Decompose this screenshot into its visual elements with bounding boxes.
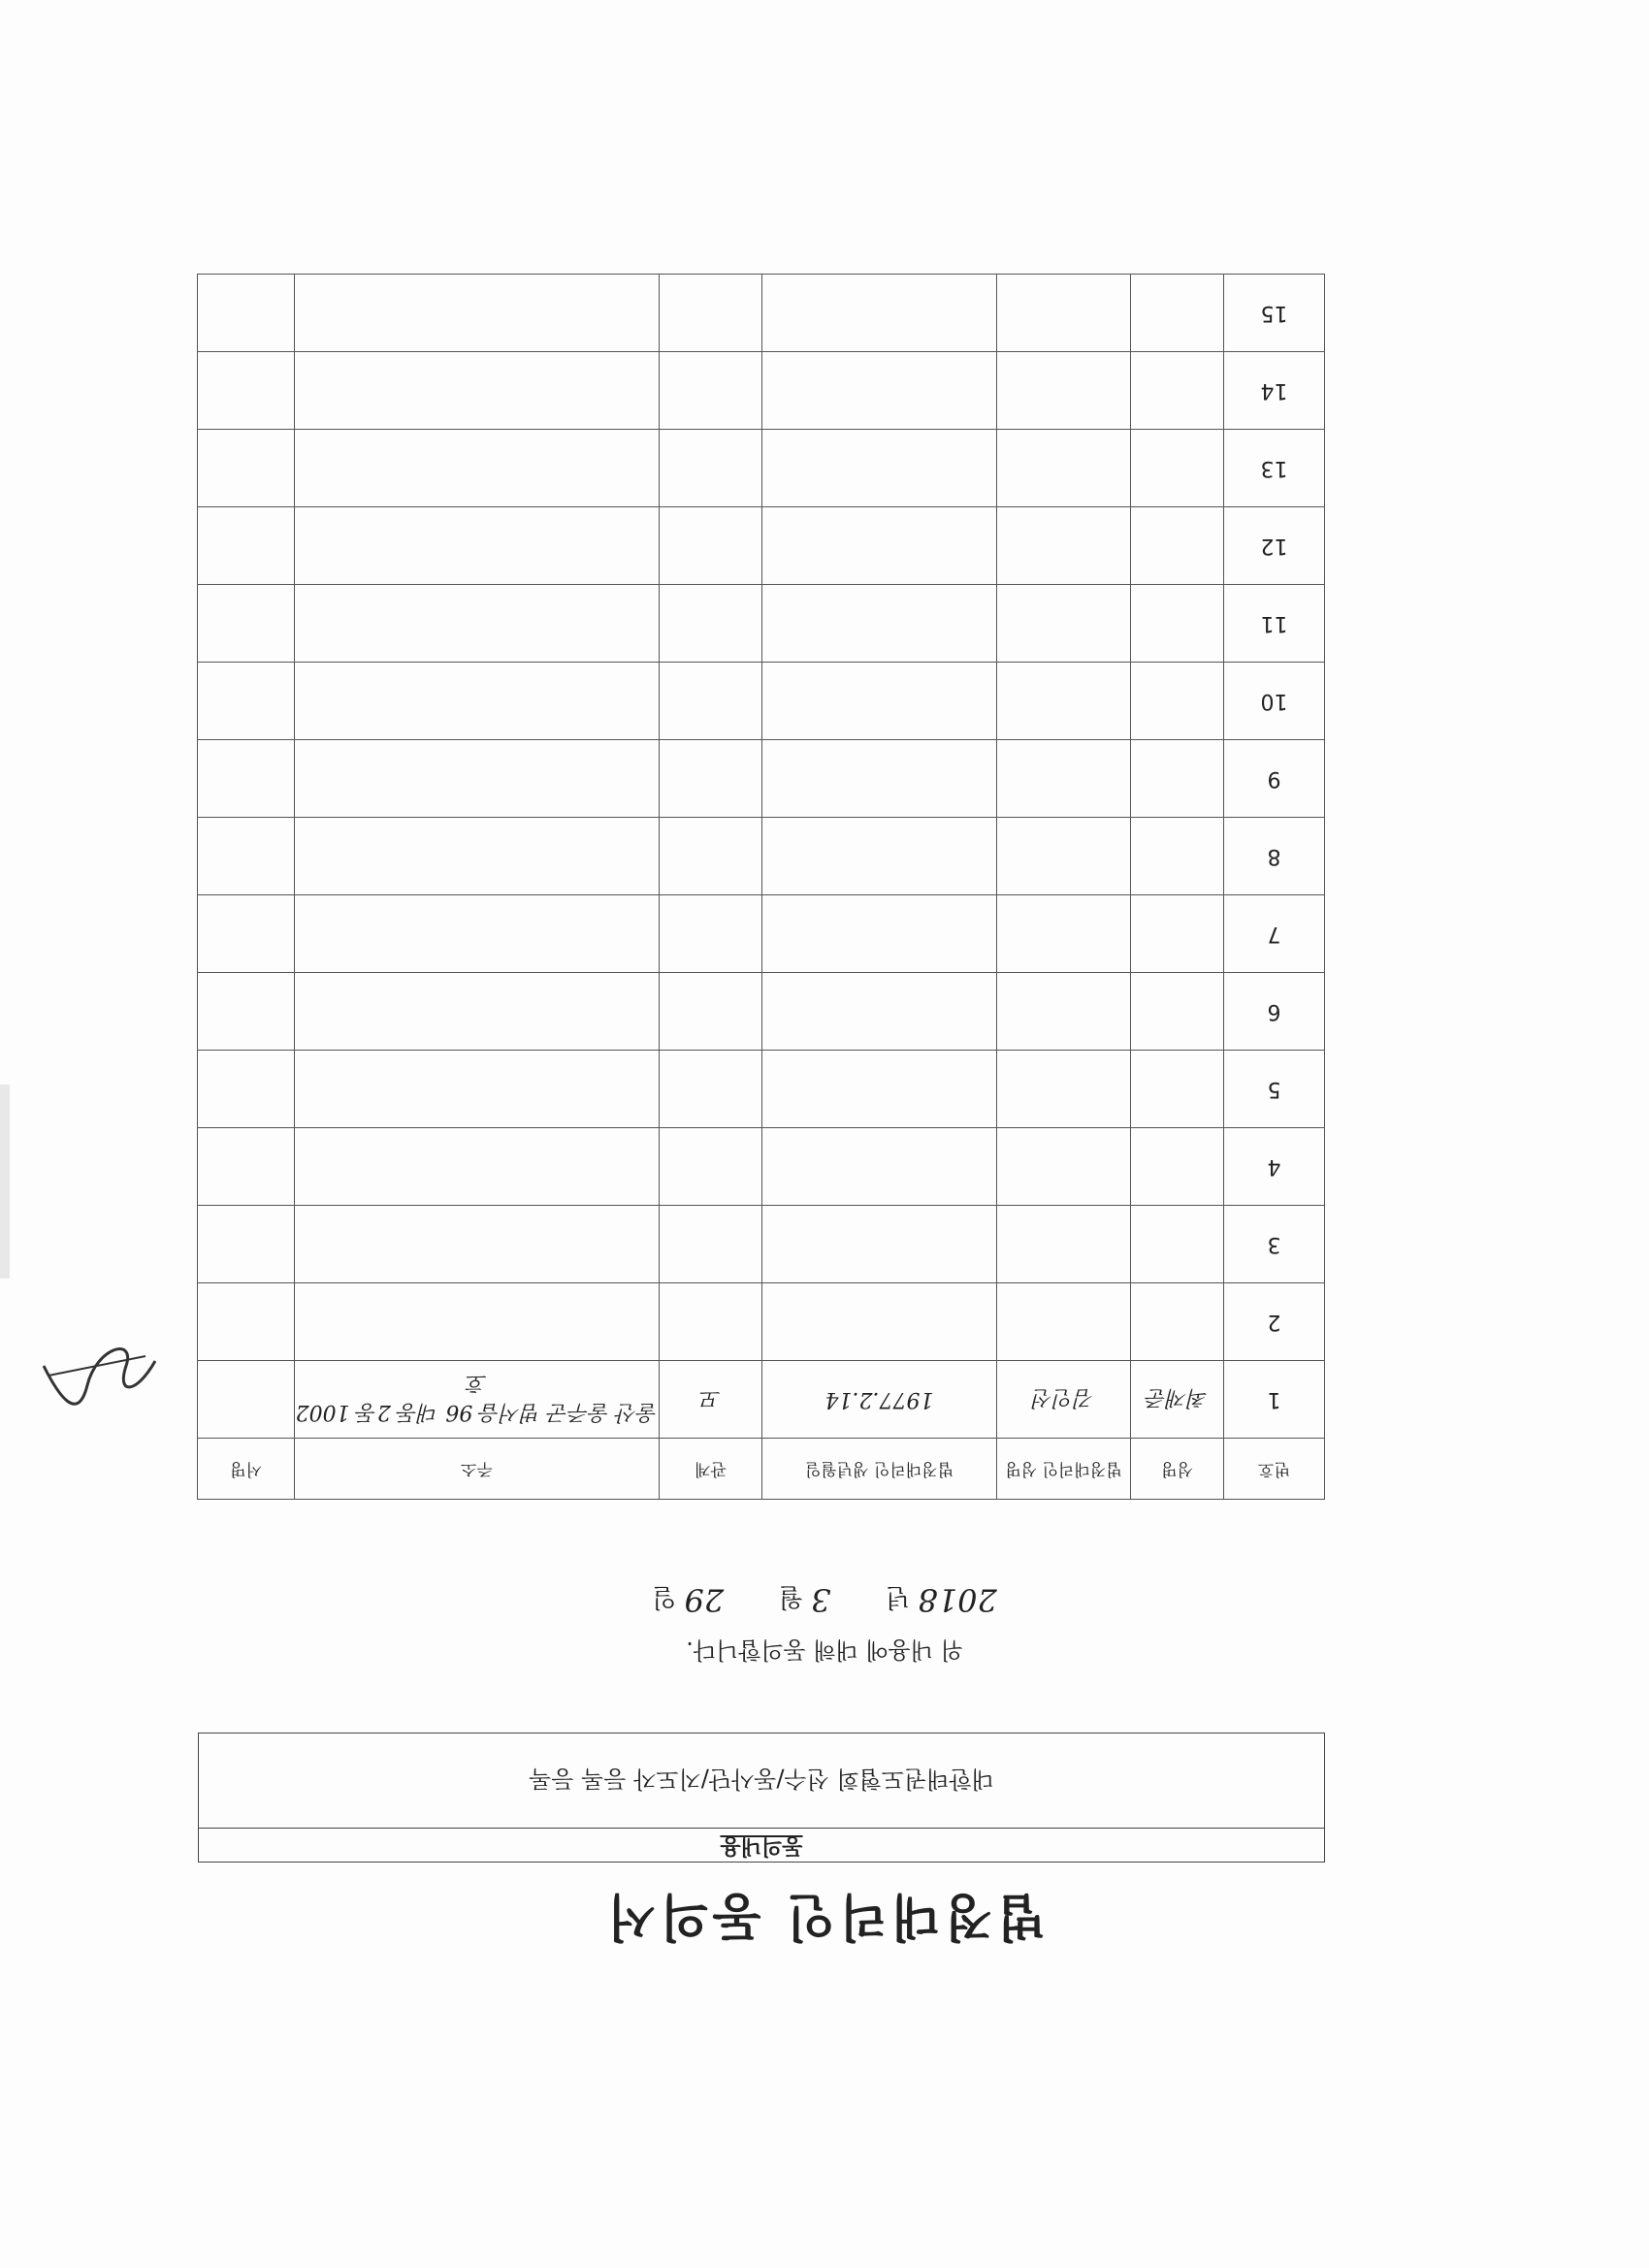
cell-guardian-birth [762, 663, 997, 740]
cell-guardian-birth [762, 585, 997, 663]
cell-relation [660, 1206, 762, 1283]
consent-box [198, 1733, 1325, 1863]
cell-name [1131, 275, 1224, 352]
cell-signature [198, 275, 295, 352]
cell-signature [198, 1361, 295, 1439]
cell-signature [198, 1206, 295, 1283]
cell-address [295, 663, 660, 740]
table-row [198, 973, 1325, 1051]
table-row [198, 1051, 1325, 1128]
cell-relation [660, 507, 762, 585]
table-row [198, 1283, 1325, 1361]
cell-no: 7 [1224, 895, 1325, 973]
cell-signature [198, 973, 295, 1051]
cell-name [1131, 1128, 1224, 1206]
cell-relation [660, 585, 762, 663]
cell-name [1131, 1283, 1224, 1361]
table-row [198, 895, 1325, 973]
header-guardian-name: 법정대리인 성명 [997, 1439, 1131, 1500]
cell-guardian-name [997, 507, 1131, 585]
cell-address [295, 973, 660, 1051]
cell-address: 울산 울주군 범서읍 96 대동 2동 1002호 [295, 1361, 660, 1439]
cell-name [1131, 1206, 1224, 1283]
cell-guardian-birth [762, 895, 997, 973]
table-row [198, 507, 1325, 585]
cell-guardian-name [997, 895, 1131, 973]
cell-guardian-birth [762, 740, 997, 818]
cell-address [295, 430, 660, 507]
cell-address [295, 275, 660, 352]
date-month-unit: 월 [778, 1582, 803, 1611]
cell-address [295, 895, 660, 973]
cell-guardian-name [997, 1051, 1131, 1128]
table-row [198, 275, 1325, 352]
cell-no: 1 [1224, 1361, 1325, 1439]
guardian-roster-table [197, 274, 1325, 1500]
cell-guardian-birth [762, 507, 997, 585]
cell-guardian-name [997, 973, 1131, 1051]
cell-no: 12 [1224, 507, 1325, 585]
cell-no: 5 [1224, 1051, 1325, 1128]
cell-address [295, 1128, 660, 1206]
cell-name [1131, 895, 1224, 973]
cell-name [1131, 1051, 1224, 1128]
cell-relation [660, 740, 762, 818]
date-day: 29 [684, 1581, 725, 1618]
cell-guardian-name [997, 663, 1131, 740]
cell-guardian-birth [762, 1283, 997, 1361]
cell-relation [660, 818, 762, 895]
cell-guardian-birth [762, 352, 997, 430]
cell-no: 6 [1224, 973, 1325, 1051]
cell-name [1131, 507, 1224, 585]
table-row [198, 352, 1325, 430]
cell-guardian-name [997, 1206, 1131, 1283]
date-month: 3 [811, 1581, 831, 1618]
cell-signature [198, 507, 295, 585]
table-row [198, 818, 1325, 895]
cell-name [1131, 973, 1224, 1051]
cell-address [295, 1283, 660, 1361]
cell-signature [198, 1128, 295, 1206]
cell-no: 15 [1224, 275, 1325, 352]
cell-no: 2 [1224, 1283, 1325, 1361]
cell-address [295, 1051, 660, 1128]
cell-no: 8 [1224, 818, 1325, 895]
cell-name [1131, 818, 1224, 895]
table-row [198, 1128, 1325, 1206]
header-no: 번호 [1224, 1439, 1325, 1500]
cell-address [295, 352, 660, 430]
table-row [198, 1361, 1325, 1439]
table-row [198, 585, 1325, 663]
table-header-row [198, 1439, 1325, 1500]
date-year: 2018 [918, 1581, 997, 1618]
table-body [198, 275, 1325, 1439]
cell-name [1131, 663, 1224, 740]
header-signature: 서명 [198, 1439, 295, 1500]
cell-guardian-name [997, 585, 1131, 663]
cell-guardian-birth [762, 430, 997, 507]
scan-edge-mark [0, 1085, 10, 1279]
cell-name: 최재준 [1131, 1361, 1224, 1439]
cell-relation [660, 895, 762, 973]
cell-guardian-birth [762, 1128, 997, 1206]
table-row [198, 1206, 1325, 1283]
cell-guardian-name: 김인선 [997, 1361, 1131, 1439]
cell-signature [198, 740, 295, 818]
cell-signature [198, 1283, 295, 1361]
cell-name [1131, 352, 1224, 430]
cell-signature [198, 352, 295, 430]
cell-relation [660, 352, 762, 430]
cell-name [1131, 740, 1224, 818]
cell-signature [198, 663, 295, 740]
cell-signature [198, 895, 295, 973]
cell-relation [660, 1051, 762, 1128]
cell-address [295, 818, 660, 895]
cell-guardian-name [997, 352, 1131, 430]
document-title: 법정대리인 동의서 [603, 1887, 1046, 1945]
cell-relation [660, 430, 762, 507]
header-address: 주소 [295, 1439, 660, 1500]
cell-guardian-name [997, 1283, 1131, 1361]
cell-guardian-birth [762, 1051, 997, 1128]
consent-header: 동의내용 [199, 1828, 1324, 1862]
cell-guardian-name [997, 818, 1131, 895]
cell-no: 13 [1224, 430, 1325, 507]
cell-guardian-birth [762, 818, 997, 895]
cell-address [295, 1206, 660, 1283]
table-row [198, 663, 1325, 740]
cell-guardian-name [997, 1128, 1131, 1206]
cell-guardian-birth [762, 973, 997, 1051]
cell-no: 9 [1224, 740, 1325, 818]
date-year-unit: 년 [886, 1582, 911, 1611]
cell-guardian-birth [762, 1206, 997, 1283]
cell-address [295, 585, 660, 663]
cell-no: 3 [1224, 1206, 1325, 1283]
cell-name [1131, 585, 1224, 663]
cell-no: 14 [1224, 352, 1325, 430]
cell-signature [198, 1051, 295, 1128]
cell-relation [660, 663, 762, 740]
header-relation: 관계 [660, 1439, 762, 1500]
table-row [198, 430, 1325, 507]
cell-no: 4 [1224, 1128, 1325, 1206]
cell-name [1131, 430, 1224, 507]
cell-no: 10 [1224, 663, 1325, 740]
cell-guardian-name [997, 275, 1131, 352]
cell-guardian-name [997, 740, 1131, 818]
cell-relation [660, 275, 762, 352]
cell-guardian-birth [762, 275, 997, 352]
cell-relation [660, 1283, 762, 1361]
cell-signature [198, 430, 295, 507]
cell-no: 11 [1224, 585, 1325, 663]
handwritten-signature [29, 1337, 165, 1414]
cell-guardian-birth: 1977.2.14 [762, 1361, 997, 1439]
agree-statement: 위 내용에 대해 동의합니다. [686, 1636, 963, 1664]
cell-address [295, 740, 660, 818]
cell-address [295, 507, 660, 585]
cell-relation [660, 973, 762, 1051]
cell-relation: 모 [660, 1361, 762, 1439]
cell-guardian-name [997, 430, 1131, 507]
cell-signature [198, 818, 295, 895]
cell-signature [198, 585, 295, 663]
table-row [198, 740, 1325, 818]
date-line [0, 1581, 1649, 1618]
cell-relation [660, 1128, 762, 1206]
consent-text: 대한태권도협회 선수/동사단/지도자 등록 등록 [529, 1766, 994, 1793]
date-day-unit: 일 [652, 1582, 677, 1611]
header-name: 성명 [1131, 1439, 1224, 1500]
header-guardian-birth: 법정대리인 생년월일 [762, 1439, 997, 1500]
